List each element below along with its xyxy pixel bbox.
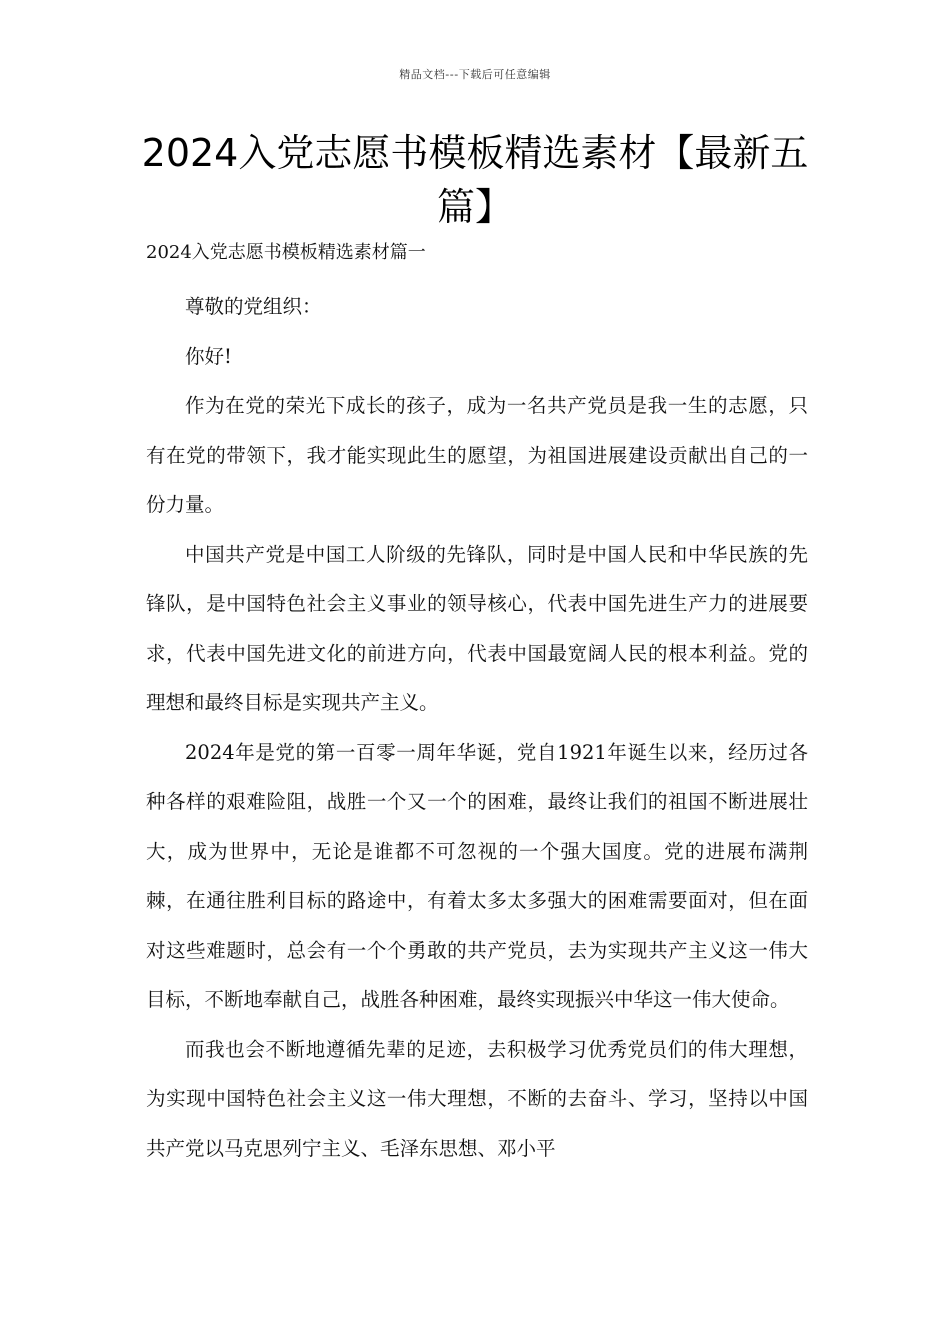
paragraph: 中国共产党是中国工人阶级的先锋队，同时是中国人民和中华民族的先锋队，是中国特色社会主义事业的领导核心，代表中国先进生产力的进展要求，代表中国先进文化的前进方向，代表中国最宽阔人民的根本利益。党的理想和最终目标是实现共产主义。 [146,542,808,714]
paragraph: 2024年是党的第一百零一周年华诞，党自1921年诞生以来，经历过各种各样的艰难险阻，战胜一个又一个的困难，最终让我们的祖国不断进展壮大，成为世界中，无论是谁都不可忽视的一个强大国度。党的进展布满荆棘，在通往胜利目标的路途中，有着太多太多强大的困难需要面对，但在面对这些难题时，总会有一个个勇敢的共产党员，去为实现共产主义这一伟大目标，不断地奉献自己，战胜各种困难，最终实现振兴中华这一伟大使命。 [146,740,808,1011]
section-title: 2024入党志愿书模板精选素材篇一 [146,242,426,263]
salutation: 尊敬的党组织： [185,295,322,318]
document-title: 2024入党志愿书模板精选素材【最新五篇】 [141,131,809,229]
letter-body [146,282,808,1173]
greeting: 你好! [185,344,232,368]
header-note: 精品文档---下载后可任意编辑 [399,68,551,81]
paragraph: 而我也会不断地遵循先辈的足迹，去积极学习优秀党员们的伟大理想，为实现中国特色社会主义这一伟大理想，不断的去奋斗、学习，坚持以中国共产党以马克思列宁主义、毛泽东思想、邓小平 [146,1037,808,1160]
paragraph: 作为在党的荣光下成长的孩子，成为一名共产党员是我一生的志愿，只有在党的带领下，我才能实现此生的愿望，为祖国进展建设贡献出自己的一份力量。 [146,394,808,516]
